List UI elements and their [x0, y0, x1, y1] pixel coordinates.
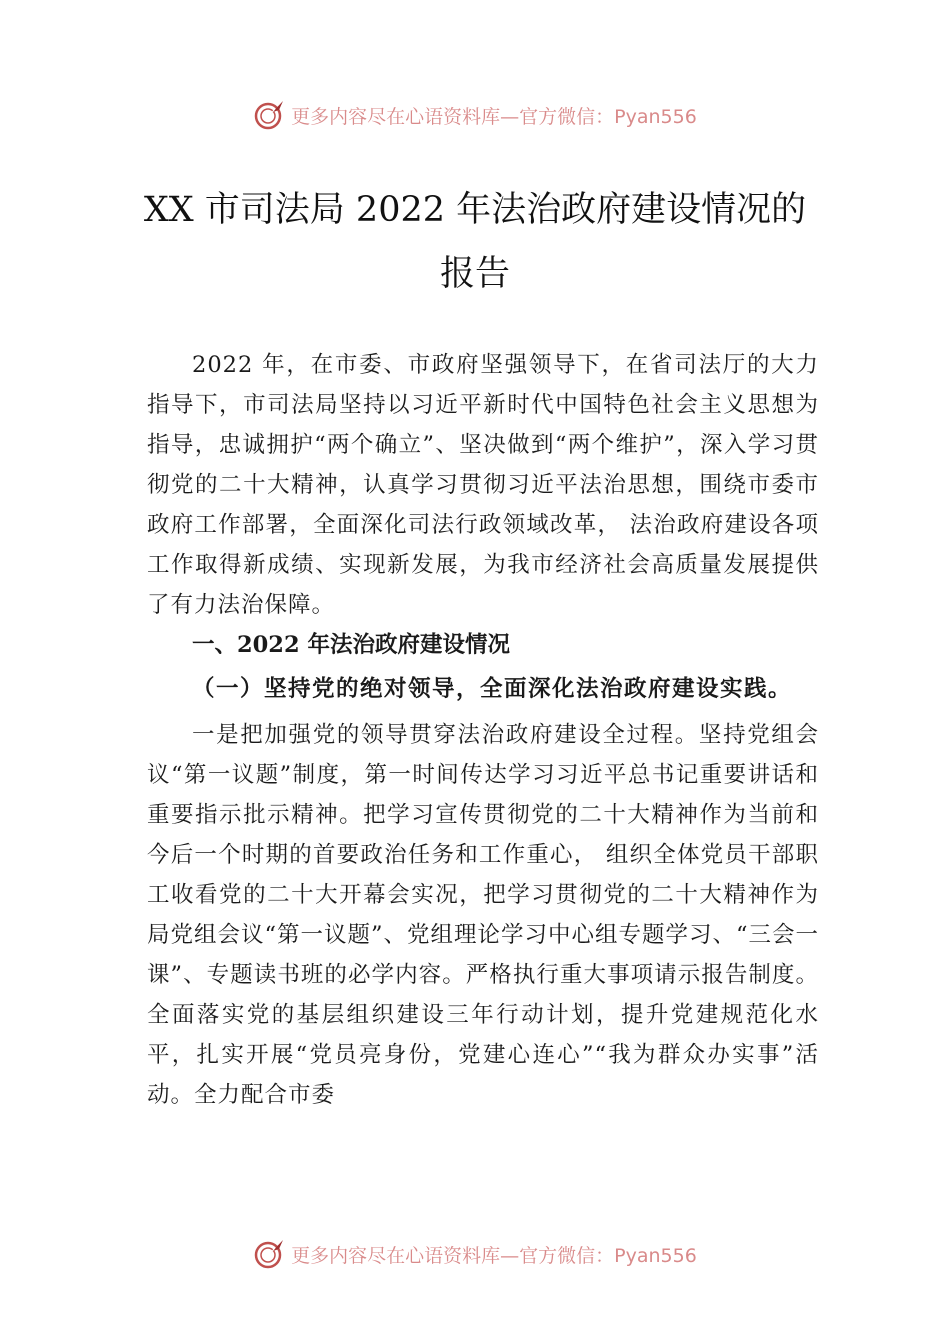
body-paragraph: 一是把加强党的领导贯穿法治政府建设全过程。坚持党组会议“第一议题”制度，第一时间传达学习习近平总书记重要讲话和重要指示批示精神。把学习宣传贯彻党的二十大精神作为当前和今后一个时期的首要政治任务和工作重心， 组织全体党员干部职工收看党的二十大开幕会实况，把学习贯彻党的二十大精神作为局党组会议“第一议题”、党组理论学习中心组专题学习、“三会一课”、专题读书班的必学内容。严格执行重大事项请示报告制度。全面落实党的基层组织建设三年行动计划，提升党建规范化水平，扎实开展“党员亮身份，党建心连心”“我为群众办实事”活动。全力配合市委 — [147, 722, 820, 1108]
watermark-text: 更多内容尽在心语资料库—官方微信：Pyan556 — [291, 1244, 697, 1267]
document-body — [147, 345, 819, 1115]
section-heading: 一、2022 年法治政府建设情况 — [192, 632, 510, 658]
watermark-text: 更多内容尽在心语资料库—官方微信：Pyan556 — [291, 105, 697, 128]
wechat-id: Pyan556 — [614, 1244, 697, 1267]
intro-paragraph: 2022 年，在市委、市政府坚强领导下，在省司法厅的大力指导下，市司法局坚持以习近平新时代中国特色社会主义思想为指导，忠诚拥护“两个确立”、坚决做到“两个维护”，深入学习贯彻党的二十大精神，认真学习贯彻习近平法治思想，围绕市委市政府工作部署，全面深化司法行政领域改革， 法治政府建设各项工作取得新成绩、实现新发展，为我市经济社会高质量发展提供了有力法治保障。 — [147, 352, 819, 618]
wechat-id: Pyan556 — [614, 105, 697, 128]
watermark-header — [0, 95, 950, 135]
subsection-heading: （一）坚持党的绝对领导，全面深化法治政府建设实践。 — [192, 676, 793, 702]
quill-logo-icon — [253, 98, 287, 132]
document-title — [120, 178, 830, 306]
watermark-footer — [0, 1234, 950, 1274]
title-line-1: XX 市司法局 2022 年法治政府建设情况的 — [143, 190, 807, 230]
title-line-2: 报告 — [439, 254, 510, 294]
quill-logo-icon — [253, 1237, 287, 1271]
